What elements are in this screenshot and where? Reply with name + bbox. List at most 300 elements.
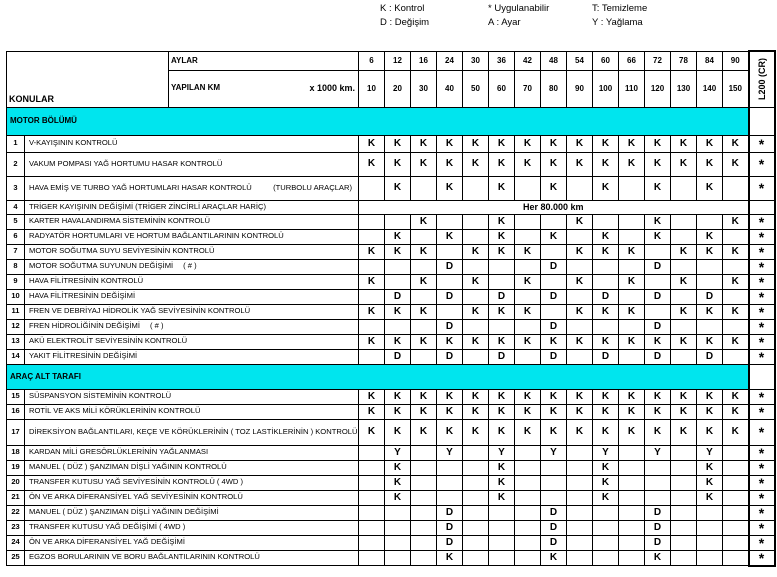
row-number: 20 (7, 475, 25, 490)
schedule-mark: K (515, 389, 541, 404)
schedule-mark (359, 490, 385, 505)
schedule-mark (385, 550, 411, 566)
row-note: ( # ) (149, 321, 164, 331)
schedule-mark (619, 550, 645, 566)
schedule-mark (463, 490, 489, 505)
km-header: 140 (697, 70, 723, 107)
schedule-mark (619, 505, 645, 520)
row-description (25, 259, 359, 274)
row-description (25, 349, 359, 364)
schedule-mark: K (671, 334, 697, 349)
schedule-mark: K (697, 460, 723, 475)
schedule-mark (593, 535, 619, 550)
schedule-mark: K (593, 419, 619, 445)
schedule-mark: K (515, 334, 541, 349)
schedule-mark: K (645, 176, 671, 200)
schedule-mark: K (645, 550, 671, 566)
applicable-star: * (749, 389, 775, 404)
legend-temizleme: T: Temizleme (592, 3, 648, 14)
row-description-text: ROTİL VE AKS MİLİ KÖRÜKLERİNİN KONTROLÜ (29, 406, 201, 416)
schedule-mark (489, 505, 515, 520)
schedule-mark (619, 229, 645, 244)
schedule-mark (697, 535, 723, 550)
schedule-mark (463, 550, 489, 566)
km-header: 150 (723, 70, 749, 107)
schedule-mark: D (541, 259, 567, 274)
table-row (7, 200, 775, 214)
schedule-mark: K (385, 419, 411, 445)
schedule-mark (541, 460, 567, 475)
schedule-mark: K (697, 135, 723, 152)
applicable-star: * (749, 214, 775, 229)
schedule-mark: K (385, 490, 411, 505)
km-header: 100 (593, 70, 619, 107)
schedule-mark (645, 244, 671, 259)
schedule-mark (593, 274, 619, 289)
schedule-mark (567, 520, 593, 535)
schedule-mark: K (593, 490, 619, 505)
schedule-mark: K (723, 304, 749, 319)
schedule-mark: K (515, 135, 541, 152)
row-description-text: TRANSFER KUTUSU YAĞ DEĞİŞİMİ ( 4WD ) (29, 522, 186, 532)
schedule-mark: K (593, 244, 619, 259)
schedule-mark (671, 460, 697, 475)
schedule-mark: K (593, 475, 619, 490)
row-number: 4 (7, 200, 25, 214)
schedule-mark: Y (385, 445, 411, 460)
schedule-mark: Y (541, 445, 567, 460)
row-number: 16 (7, 404, 25, 419)
schedule-mark: K (385, 475, 411, 490)
schedule-mark (489, 520, 515, 535)
schedule-mark (671, 490, 697, 505)
schedule-mark (697, 274, 723, 289)
schedule-mark (541, 304, 567, 319)
km-header: 130 (671, 70, 697, 107)
km-header: 50 (463, 70, 489, 107)
schedule-mark (385, 214, 411, 229)
schedule-mark: K (619, 135, 645, 152)
schedule-mark: K (645, 419, 671, 445)
row-description-text: DİREKSİYON BAĞLANTILARI, KEÇE VE KÖRÜKLERİNİN ( TOZ LASTİKLERİNİN ) KONTROLÜ (29, 426, 358, 436)
schedule-mark (463, 505, 489, 520)
schedule-mark: K (359, 274, 385, 289)
schedule-mark (541, 214, 567, 229)
row-description (25, 214, 359, 229)
row-number: 25 (7, 550, 25, 566)
schedule-mark: K (593, 229, 619, 244)
schedule-mark (411, 229, 437, 244)
section-title: MOTOR BÖLÜMÜ (7, 107, 749, 135)
section-title: ARAÇ ALT TARAFI (7, 364, 749, 389)
schedule-mark: K (619, 419, 645, 445)
table-row (7, 135, 775, 152)
table-row (7, 176, 775, 200)
schedule-mark: K (619, 304, 645, 319)
model-header (749, 51, 775, 107)
km-header: 110 (619, 70, 645, 107)
schedule-mark: K (541, 135, 567, 152)
row-description-text: HAVA FİLİTRESİNİN KONTROLÜ (29, 276, 144, 286)
applicable-star: * (749, 244, 775, 259)
row-description-text: EGZOS BORULARININ VE BORU BAĞLANTILARININ KONTROLÜ (29, 552, 260, 562)
row-note: (TURBOLU ARAÇLAR) (273, 182, 352, 192)
row-description (25, 200, 359, 214)
schedule-mark (437, 244, 463, 259)
schedule-mark (723, 259, 749, 274)
applicable-star: * (749, 152, 775, 176)
row-description (25, 475, 359, 490)
schedule-mark (593, 505, 619, 520)
schedule-mark (411, 460, 437, 475)
schedule-mark (411, 550, 437, 566)
row-description-text: RADYATÖR HORTUMLARI VE HORTUM BAĞLANTILARININ KONTROLÜ (29, 231, 284, 241)
schedule-mark (697, 550, 723, 566)
table-row (7, 460, 775, 475)
applicable-star: * (749, 419, 775, 445)
schedule-mark (463, 535, 489, 550)
row-description (25, 229, 359, 244)
applicable-star: * (749, 490, 775, 505)
schedule-mark (671, 550, 697, 566)
schedule-mark: K (723, 244, 749, 259)
schedule-mark (489, 319, 515, 334)
schedule-mark: K (411, 135, 437, 152)
schedule-mark (619, 349, 645, 364)
schedule-mark: K (489, 304, 515, 319)
schedule-mark: K (541, 334, 567, 349)
schedule-mark: D (541, 535, 567, 550)
schedule-mark: K (567, 419, 593, 445)
schedule-mark (723, 289, 749, 304)
schedule-mark (411, 475, 437, 490)
schedule-mark (567, 550, 593, 566)
schedule-mark (515, 176, 541, 200)
schedule-mark (671, 259, 697, 274)
row-description (25, 389, 359, 404)
schedule-mark (411, 289, 437, 304)
schedule-mark: K (671, 274, 697, 289)
schedule-mark: K (437, 152, 463, 176)
schedule-mark: K (697, 229, 723, 244)
schedule-mark (411, 505, 437, 520)
row-number: 3 (7, 176, 25, 200)
legend-ayar: A : Ayar (488, 17, 521, 28)
schedule-mark: K (567, 214, 593, 229)
schedule-mark (593, 259, 619, 274)
section-row (7, 107, 775, 135)
schedule-mark (671, 445, 697, 460)
schedule-mark (463, 349, 489, 364)
schedule-mark: K (723, 404, 749, 419)
row-description (25, 304, 359, 319)
schedule-mark: K (411, 419, 437, 445)
schedule-mark (411, 490, 437, 505)
schedule-mark (385, 505, 411, 520)
schedule-mark (489, 550, 515, 566)
schedule-mark: K (593, 135, 619, 152)
schedule-mark: K (619, 404, 645, 419)
schedule-mark: K (671, 304, 697, 319)
schedule-mark (697, 214, 723, 229)
row-description-text: YAKIT FİLİTRESİNİN DEĞİŞİMİ (29, 351, 138, 361)
schedule-mark (723, 319, 749, 334)
schedule-mark: K (515, 419, 541, 445)
schedule-mark: D (437, 505, 463, 520)
schedule-mark (723, 535, 749, 550)
row-number: 10 (7, 289, 25, 304)
table-row (7, 229, 775, 244)
schedule-mark (671, 176, 697, 200)
applicable-star: * (749, 475, 775, 490)
schedule-mark: D (645, 505, 671, 520)
schedule-mark: K (385, 389, 411, 404)
applicable-star: * (749, 289, 775, 304)
schedule-mark: K (489, 404, 515, 419)
km-header: 10 (359, 70, 385, 107)
schedule-mark: K (359, 334, 385, 349)
maintenance-schedule-table (6, 50, 776, 567)
month-header: 24 (437, 51, 463, 70)
schedule-mark (723, 550, 749, 566)
schedule-mark: K (619, 274, 645, 289)
legend-yaglama: Y : Yağlama (592, 17, 643, 28)
schedule-mark (671, 319, 697, 334)
schedule-mark: K (411, 152, 437, 176)
schedule-mark (359, 535, 385, 550)
schedule-mark: K (463, 274, 489, 289)
applicable-star (749, 200, 775, 214)
row-description (25, 334, 359, 349)
schedule-mark: D (541, 349, 567, 364)
schedule-mark: D (437, 289, 463, 304)
month-header: 78 (671, 51, 697, 70)
section-star-cell (749, 364, 775, 389)
row-description (25, 419, 359, 445)
schedule-mark (359, 289, 385, 304)
row-description (25, 535, 359, 550)
row-number: 18 (7, 445, 25, 460)
schedule-mark (567, 490, 593, 505)
schedule-mark (697, 520, 723, 535)
schedule-mark (567, 176, 593, 200)
table-row (7, 214, 775, 229)
row-number: 13 (7, 334, 25, 349)
table-row (7, 334, 775, 349)
row-description (25, 520, 359, 535)
schedule-mark: K (697, 304, 723, 319)
schedule-mark (723, 520, 749, 535)
schedule-mark: K (359, 404, 385, 419)
table-row (7, 419, 775, 445)
applicable-star: * (749, 535, 775, 550)
row-number: 11 (7, 304, 25, 319)
schedule-mark (723, 475, 749, 490)
schedule-mark: K (619, 334, 645, 349)
konular-header: KONULAR (7, 51, 169, 107)
schedule-mark (463, 460, 489, 475)
schedule-mark: K (567, 244, 593, 259)
schedule-mark (671, 349, 697, 364)
schedule-mark: K (697, 475, 723, 490)
schedule-mark: K (645, 334, 671, 349)
schedule-mark: D (541, 520, 567, 535)
schedule-mark (437, 460, 463, 475)
schedule-mark: D (645, 535, 671, 550)
schedule-mark (567, 475, 593, 490)
schedule-mark (463, 176, 489, 200)
schedule-mark: K (489, 490, 515, 505)
schedule-mark: K (723, 419, 749, 445)
schedule-mark (515, 535, 541, 550)
schedule-mark: D (385, 289, 411, 304)
schedule-mark: K (385, 152, 411, 176)
schedule-mark (411, 259, 437, 274)
schedule-mark: K (541, 389, 567, 404)
row-description-text: V-KAYIŞININ KONTROLÜ (29, 138, 118, 148)
schedule-mark: D (437, 319, 463, 334)
schedule-mark: K (489, 334, 515, 349)
applicable-star: * (749, 334, 775, 349)
schedule-mark (437, 304, 463, 319)
month-header: 30 (463, 51, 489, 70)
schedule-mark (515, 475, 541, 490)
schedule-mark (437, 214, 463, 229)
schedule-mark: K (541, 176, 567, 200)
row-number: 23 (7, 520, 25, 535)
schedule-mark: K (515, 304, 541, 319)
schedule-mark (619, 475, 645, 490)
schedule-mark: K (723, 152, 749, 176)
schedule-mark (723, 445, 749, 460)
schedule-mark: D (541, 289, 567, 304)
schedule-mark: D (645, 259, 671, 274)
schedule-mark: D (697, 289, 723, 304)
km-header: 20 (385, 70, 411, 107)
schedule-mark (411, 535, 437, 550)
schedule-mark (385, 259, 411, 274)
schedule-mark (411, 319, 437, 334)
schedule-mark (593, 214, 619, 229)
schedule-mark: K (593, 176, 619, 200)
schedule-mark: K (567, 152, 593, 176)
schedule-mark: K (593, 404, 619, 419)
schedule-mark (385, 319, 411, 334)
schedule-mark: K (385, 404, 411, 419)
yapilan-km-label (169, 70, 359, 107)
schedule-mark (515, 505, 541, 520)
schedule-mark (463, 319, 489, 334)
schedule-mark (463, 445, 489, 460)
schedule-mark: K (671, 419, 697, 445)
schedule-mark: K (619, 389, 645, 404)
schedule-mark (411, 445, 437, 460)
schedule-mark: K (671, 404, 697, 419)
row-description (25, 490, 359, 505)
table-row (7, 289, 775, 304)
schedule-mark: K (463, 135, 489, 152)
schedule-mark: K (411, 244, 437, 259)
legend (0, 0, 777, 48)
schedule-mark: D (437, 535, 463, 550)
schedule-mark: K (489, 152, 515, 176)
row-description-text: MOTOR SOĞUTMA SUYU SEVİYESİNİN KONTROLÜ (29, 246, 215, 256)
schedule-mark: K (385, 460, 411, 475)
schedule-mark: K (385, 244, 411, 259)
table-row (7, 535, 775, 550)
row-number: 21 (7, 490, 25, 505)
row-number: 15 (7, 389, 25, 404)
applicable-star: * (749, 135, 775, 152)
schedule-mark: K (593, 389, 619, 404)
schedule-mark: K (489, 460, 515, 475)
schedule-mark: K (541, 419, 567, 445)
row-description (25, 319, 359, 334)
schedule-mark (567, 289, 593, 304)
schedule-mark (671, 520, 697, 535)
row-description-text: SÜSPANSYON SİSTEMİNİN KONTROLÜ (29, 391, 172, 401)
table-row (7, 404, 775, 419)
schedule-mark: D (489, 349, 515, 364)
schedule-mark (515, 349, 541, 364)
schedule-mark (463, 229, 489, 244)
schedule-mark: K (723, 334, 749, 349)
row-description (25, 505, 359, 520)
table-row (7, 319, 775, 334)
month-header: 84 (697, 51, 723, 70)
schedule-mark (385, 535, 411, 550)
yapilan-km-text: YAPILAN KM (171, 83, 221, 93)
schedule-mark (619, 319, 645, 334)
month-header: 42 (515, 51, 541, 70)
schedule-mark: D (645, 349, 671, 364)
schedule-mark: K (437, 404, 463, 419)
schedule-mark (567, 319, 593, 334)
schedule-mark: K (385, 176, 411, 200)
schedule-mark (515, 550, 541, 566)
schedule-mark: K (489, 244, 515, 259)
schedule-mark: K (567, 135, 593, 152)
row-description-text: TRANSFER KUTUSU YAĞ SEVİYESİNİN KONTROLÜ ( 4WD ) (29, 477, 244, 487)
schedule-mark: K (489, 419, 515, 445)
month-header: 48 (541, 51, 567, 70)
schedule-mark (723, 176, 749, 200)
schedule-mark (437, 274, 463, 289)
schedule-mark: D (645, 289, 671, 304)
table-row (7, 520, 775, 535)
schedule-mark: D (437, 349, 463, 364)
schedule-mark (619, 490, 645, 505)
table-row (7, 490, 775, 505)
schedule-mark (411, 349, 437, 364)
row-description (25, 404, 359, 419)
schedule-mark (567, 229, 593, 244)
row-description-text: HAVA EMİŞ VE TURBO YAĞ HORTUMLARI HASAR KONTROLÜ (29, 182, 252, 192)
month-header: 72 (645, 51, 671, 70)
row-description-text: KARDAN MİLİ GRESÖRLÜKLERİNİN YAĞLANMASI (29, 447, 209, 457)
schedule-mark (671, 229, 697, 244)
row-description (25, 289, 359, 304)
row-number: 17 (7, 419, 25, 445)
schedule-mark (593, 520, 619, 535)
schedule-mark: K (723, 389, 749, 404)
schedule-mark (619, 289, 645, 304)
schedule-mark: K (593, 304, 619, 319)
month-header: 6 (359, 51, 385, 70)
schedule-mark: K (697, 334, 723, 349)
schedule-mark: K (645, 152, 671, 176)
applicable-star: * (749, 259, 775, 274)
